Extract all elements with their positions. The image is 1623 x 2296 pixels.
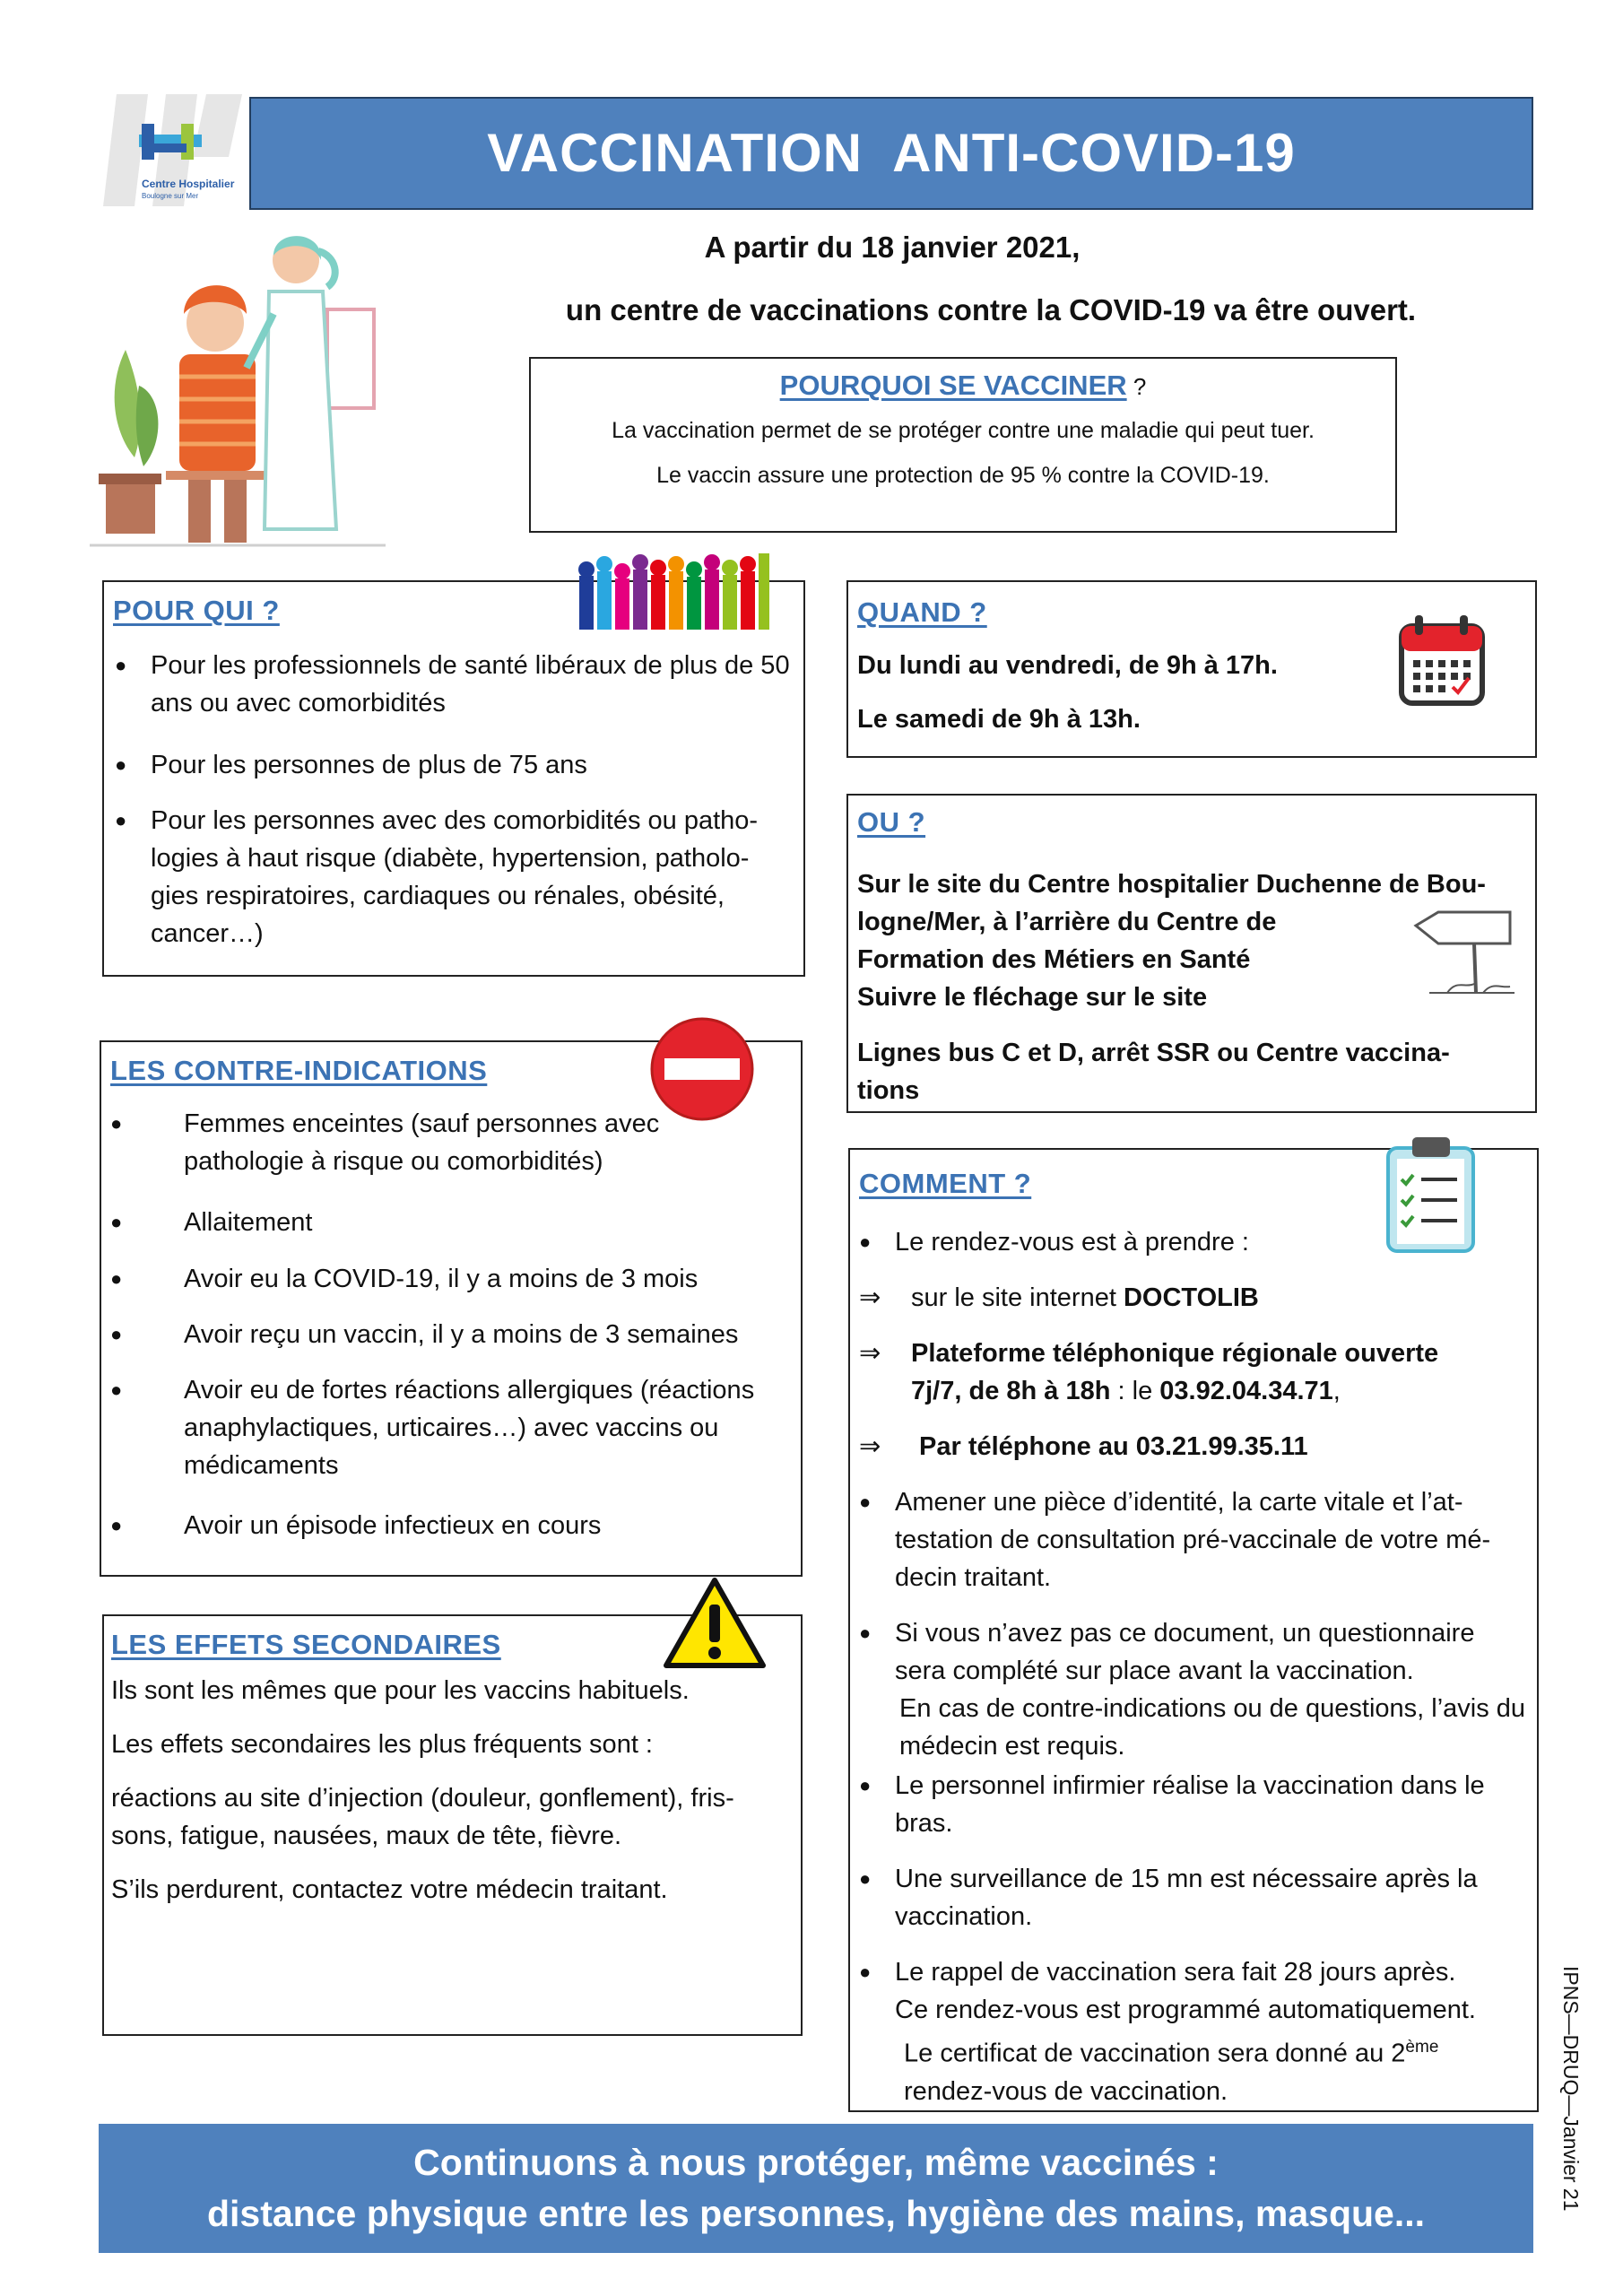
ou-line3: Formation des Métiers en Santé xyxy=(857,945,1251,974)
ci-item-5: ● Avoir eu de fortes réactions allergiques (réactions anaphylactiques, urticaires…) avec vaccins ou médicaments xyxy=(110,1371,792,1484)
footer-banner xyxy=(99,2124,1533,2253)
pour-qui-item-3: ● Pour les personnes avec des comorbidités ou patho-logies à haut risque (diabète, hypertension, patholo-gies respiratoires, cardiaques ou rénales, obésité, cancer…) xyxy=(115,802,796,952)
header-banner xyxy=(249,97,1533,210)
pourquoi-line1: La vaccination permet de se protéger contre une maladie qui peut tuer. xyxy=(612,418,1315,443)
logo-subtext: Boulogne sur Mer xyxy=(142,192,199,200)
ou-line6: tions xyxy=(857,1076,920,1105)
pour-qui-item-2: ● Pour les personnes de plus de 75 ans xyxy=(115,746,796,784)
crowd-icon xyxy=(575,544,777,634)
comment-item-infirmier: ● Le personnel infirmier réalise la vaccination dans le bras. xyxy=(859,1767,1532,1842)
arrow-icon: ⇒ xyxy=(859,1432,881,1461)
hospital-logo xyxy=(99,90,251,211)
quand-line1: Du lundi au vendredi, de 9h à 17h. xyxy=(857,651,1278,680)
footer-line1: Continuons à nous protéger, même vaccinés : xyxy=(413,2142,1219,2183)
contre-indications-box xyxy=(100,1040,803,1577)
effets-p4: S’ils perdurent, contactez votre médecin traitant. xyxy=(111,1875,668,1904)
comment-item-documents: ● Amener une pièce d’identité, la carte vitale et l’at-testation de consultation pré-vaccinale de votre mé-decin traitant. xyxy=(859,1483,1532,1596)
effets-p1: Ils sont les mêmes que pour les vaccins habituels. xyxy=(111,1676,690,1705)
bullet-icon: ● xyxy=(859,1867,872,1890)
page-title: VACCINATION ANTI-COVID-19 xyxy=(487,123,1296,183)
calendar-icon xyxy=(1397,613,1487,708)
contre-indications-title: LES CONTRE-INDICATIONS xyxy=(110,1055,488,1086)
quand-box xyxy=(846,580,1537,758)
bullet-icon: ● xyxy=(859,1622,872,1644)
comment-box xyxy=(848,1148,1539,2112)
bullet-icon: ● xyxy=(859,1231,872,1253)
comment-item-rappel: ● Le rappel de vaccination sera fait 28 jours après. Ce rendez-vous est programmé automatiquement. Le certificat de vaccination sera donné au 2ème rendez-vous de vaccination. xyxy=(859,1953,1532,2110)
ci-item-2: ● Allaitement xyxy=(110,1204,792,1241)
intro-date: A partir du 18 janvier 2021, xyxy=(704,230,1081,264)
ou-line4: Suivre le fléchage sur le site xyxy=(857,983,1208,1012)
pour-qui-box xyxy=(102,580,805,977)
quand-line2: Le samedi de 9h à 13h. xyxy=(857,705,1141,734)
pourquoi-line2: Le vaccin assure une protection de 95 % contre la COVID-19. xyxy=(656,463,1270,488)
ci-item-1: ● Femmes enceintes (sauf personnes avec pathologie à risque ou comorbidités) xyxy=(110,1105,792,1180)
effets-p2: Les effets secondaires les plus fréquents sont : xyxy=(111,1730,653,1759)
ou-line2: logne/Mer, à l’arrière du Centre de xyxy=(857,908,1277,936)
ci-item-3: ● Avoir eu la COVID-19, il y a moins de 3 mois xyxy=(110,1260,792,1298)
arrow-icon: ⇒ xyxy=(859,1283,881,1312)
pour-qui-item-1: ● Pour les professionnels de santé libéraux de plus de 50 ans ou avec comorbidités xyxy=(115,647,796,722)
signpost-icon xyxy=(1411,908,1519,997)
bullet-icon: ● xyxy=(859,1961,872,1983)
bullet-icon: ● xyxy=(110,1323,123,1345)
effets-title: LES EFFETS SECONDAIRES xyxy=(111,1629,501,1660)
pourquoi-title-suffix: ? xyxy=(1126,373,1147,400)
bullet-icon: ● xyxy=(115,654,127,676)
logo-text: Centre Hospitalier xyxy=(142,178,235,190)
intro-announcement: un centre de vaccinations contre la COVID-19 va être ouvert. xyxy=(565,293,1417,326)
comment-item-questionnaire: ● Si vous n’avez pas ce document, un questionnaire sera complété sur place avant la vaccination. En cas de contre-indications ou de questions, l’avis du médecin est requis. xyxy=(859,1614,1532,1765)
effets-p3: réactions au site d’injection (douleur, gonflement), fris-sons, fatigue, nausées, maux de tête, fièvre. xyxy=(111,1784,734,1850)
ci-item-6: ● Avoir un épisode infectieux en cours xyxy=(110,1507,792,1544)
bullet-icon: ● xyxy=(110,1112,123,1135)
pourquoi-box xyxy=(529,357,1397,533)
bullet-icon: ● xyxy=(110,1211,123,1233)
bullet-icon: ● xyxy=(859,1491,872,1513)
arrow-icon: ⇒ xyxy=(859,1339,881,1368)
warning-icon xyxy=(662,1576,768,1670)
vaccination-illustration xyxy=(90,224,386,556)
ou-box xyxy=(846,794,1537,1113)
quand-title: QUAND ? xyxy=(857,596,987,628)
bullet-icon: ● xyxy=(110,1267,123,1290)
pour-qui-title: POUR QUI ? xyxy=(113,595,280,626)
document-reference: IPNS—DRUQ—Janvier 21 xyxy=(1559,1966,1583,2212)
comment-option-doctolib: ⇒ sur le site internet DOCTOLIB xyxy=(859,1279,1523,1317)
bullet-icon: ● xyxy=(110,1378,123,1401)
bullet-icon: ● xyxy=(859,1774,872,1796)
comment-option-telephone: ⇒ Par téléphone au 03.21.99.35.11 xyxy=(859,1428,1523,1465)
bullet-icon: ● xyxy=(115,809,127,831)
comment-title: COMMENT ? xyxy=(859,1168,1032,1199)
comment-option-plateforme: ⇒ Plateforme téléphonique régionale ouverte 7j/7, de 8h à 18h : le 03.92.04.34.71, xyxy=(859,1335,1523,1410)
bullet-icon: ● xyxy=(110,1514,123,1536)
ou-title: OU ? xyxy=(857,806,926,838)
ou-line5: Lignes bus C et D, arrêt SSR ou Centre vaccina- xyxy=(857,1039,1450,1067)
effets-box xyxy=(102,1614,803,2036)
ci-item-4: ● Avoir reçu un vaccin, il y a moins de 3 semaines xyxy=(110,1316,792,1353)
comment-item-surveillance: ● Une surveillance de 15 mn est nécessaire après la vaccination. xyxy=(859,1860,1532,1935)
comment-item-rdv: ● Le rendez-vous est à prendre : xyxy=(859,1223,1523,1261)
bullet-icon: ● xyxy=(115,753,127,776)
ou-line1: Sur le site du Centre hospitalier Duchenne de Bou- xyxy=(857,870,1486,899)
footer-line2: distance physique entre les personnes, hygiène des mains, masque... xyxy=(206,2193,1426,2234)
pourquoi-title: POURQUOI SE VACCINER xyxy=(779,370,1127,401)
